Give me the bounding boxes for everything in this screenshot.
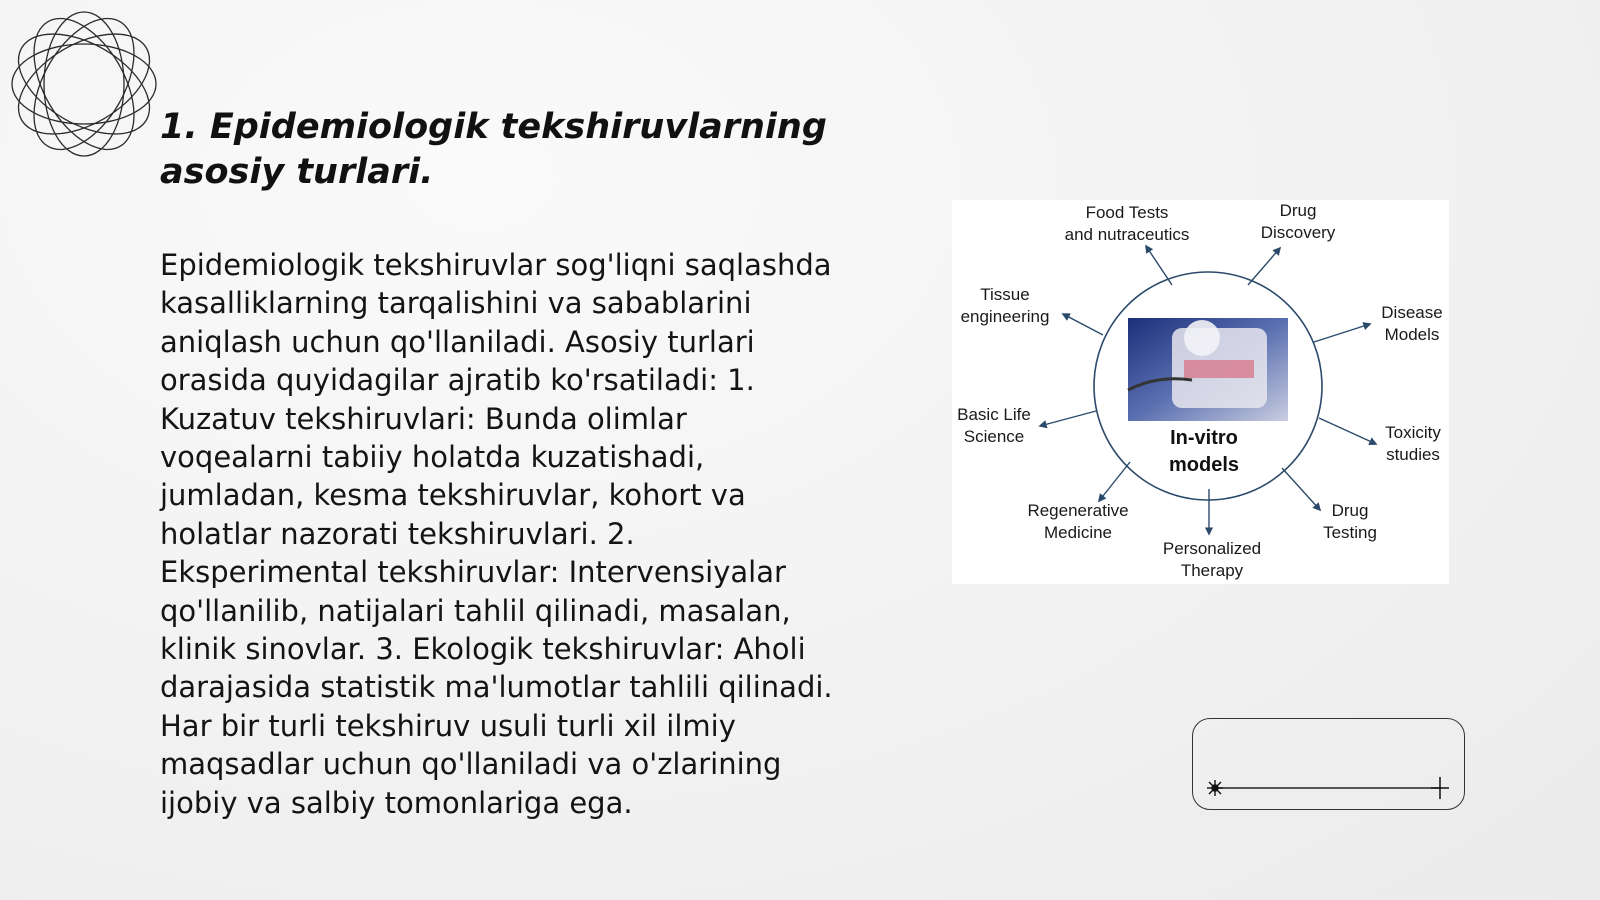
- label-personalized-therapy: [1163, 539, 1261, 580]
- svg-text:Models: Models: [1384, 325, 1440, 344]
- svg-text:Regenerative: Regenerative: [1027, 501, 1129, 520]
- slide-title: 1. Epidemiologik tekshiruvlarning asosiy turlari.: [160, 107, 827, 192]
- cross-marker-icon: [1431, 777, 1449, 799]
- diagram-svg: [952, 200, 1449, 584]
- svg-text:Personalized: Personalized: [1162, 539, 1262, 558]
- slide-body-text: Epidemiologik tekshiruvlar sog'liqni saqlashda kasalliklarning tarqalishini va sabablarini aniqlash uchun qo'llaniladi. Asosiy turlari orasida quyidagilar ajratib ko'rsatiladi: 1. Kuzatuv tekshiruvlari: Bunda olimlar voqealarni tabiiy holatda kuzatishadi, jumladan, kesma tekshiruvlar, kohort va holatlar nazorati tekshiruvlari. 2. Eksperimental tekshiruvlar: Intervensiyalar qo'llanilib, natijalari tahlil qilinadi, masalan, klinik sinovlar. 3. Ekologik tekshiruvlar: Aholi darajasida statistik ma'lumotlar tahlili qilinadi. Har bir turli tekshiruv usuli turli xil ilmiy maqsadlar uchun qo'llaniladi va o'zlarining ijobiy va salbiy tomonlariga ega.: [160, 248, 833, 820]
- svg-text:Drug: Drug: [1331, 501, 1369, 520]
- svg-text:Science: Science: [963, 427, 1025, 446]
- label-basic-life-science: [957, 405, 1031, 446]
- center-label-line1: In-vitro: [1170, 427, 1238, 449]
- svg-text:Medicine: Medicine: [1043, 523, 1113, 542]
- svg-text:Disease: Disease: [1381, 303, 1443, 322]
- svg-text:Food Tests: Food Tests: [1085, 203, 1169, 222]
- sun-icon: [1207, 780, 1223, 796]
- circle-ornament-icon: [10, 10, 158, 158]
- label-drug-testing: [1323, 501, 1377, 542]
- svg-text:Testing: Testing: [1323, 523, 1377, 542]
- svg-text:Toxicity: Toxicity: [1385, 423, 1441, 442]
- svg-text:Basic Life: Basic Life: [957, 405, 1031, 424]
- center-label-line2: models: [1168, 454, 1240, 476]
- in-vitro-models-diagram: [952, 200, 1449, 584]
- svg-text:engineering: engineering: [960, 307, 1050, 326]
- svg-text:and nutraceutics: and nutraceutics: [1064, 225, 1190, 244]
- timeline-icon: [1192, 718, 1465, 810]
- svg-text:Discovery: Discovery: [1260, 223, 1336, 242]
- device-photo: [1128, 318, 1288, 421]
- label-drug-discovery: [1261, 201, 1336, 242]
- label-food-tests: [1065, 203, 1190, 244]
- svg-text:Tissue: Tissue: [980, 285, 1030, 304]
- label-toxicity-studies: [1385, 423, 1441, 464]
- svg-text:Drug: Drug: [1279, 201, 1317, 220]
- svg-text:studies: studies: [1386, 445, 1440, 464]
- label-regenerative-medicine: [1027, 501, 1128, 542]
- label-disease-models: [1381, 303, 1442, 344]
- label-tissue-engineering: [961, 285, 1050, 326]
- svg-text:Therapy: Therapy: [1180, 561, 1244, 580]
